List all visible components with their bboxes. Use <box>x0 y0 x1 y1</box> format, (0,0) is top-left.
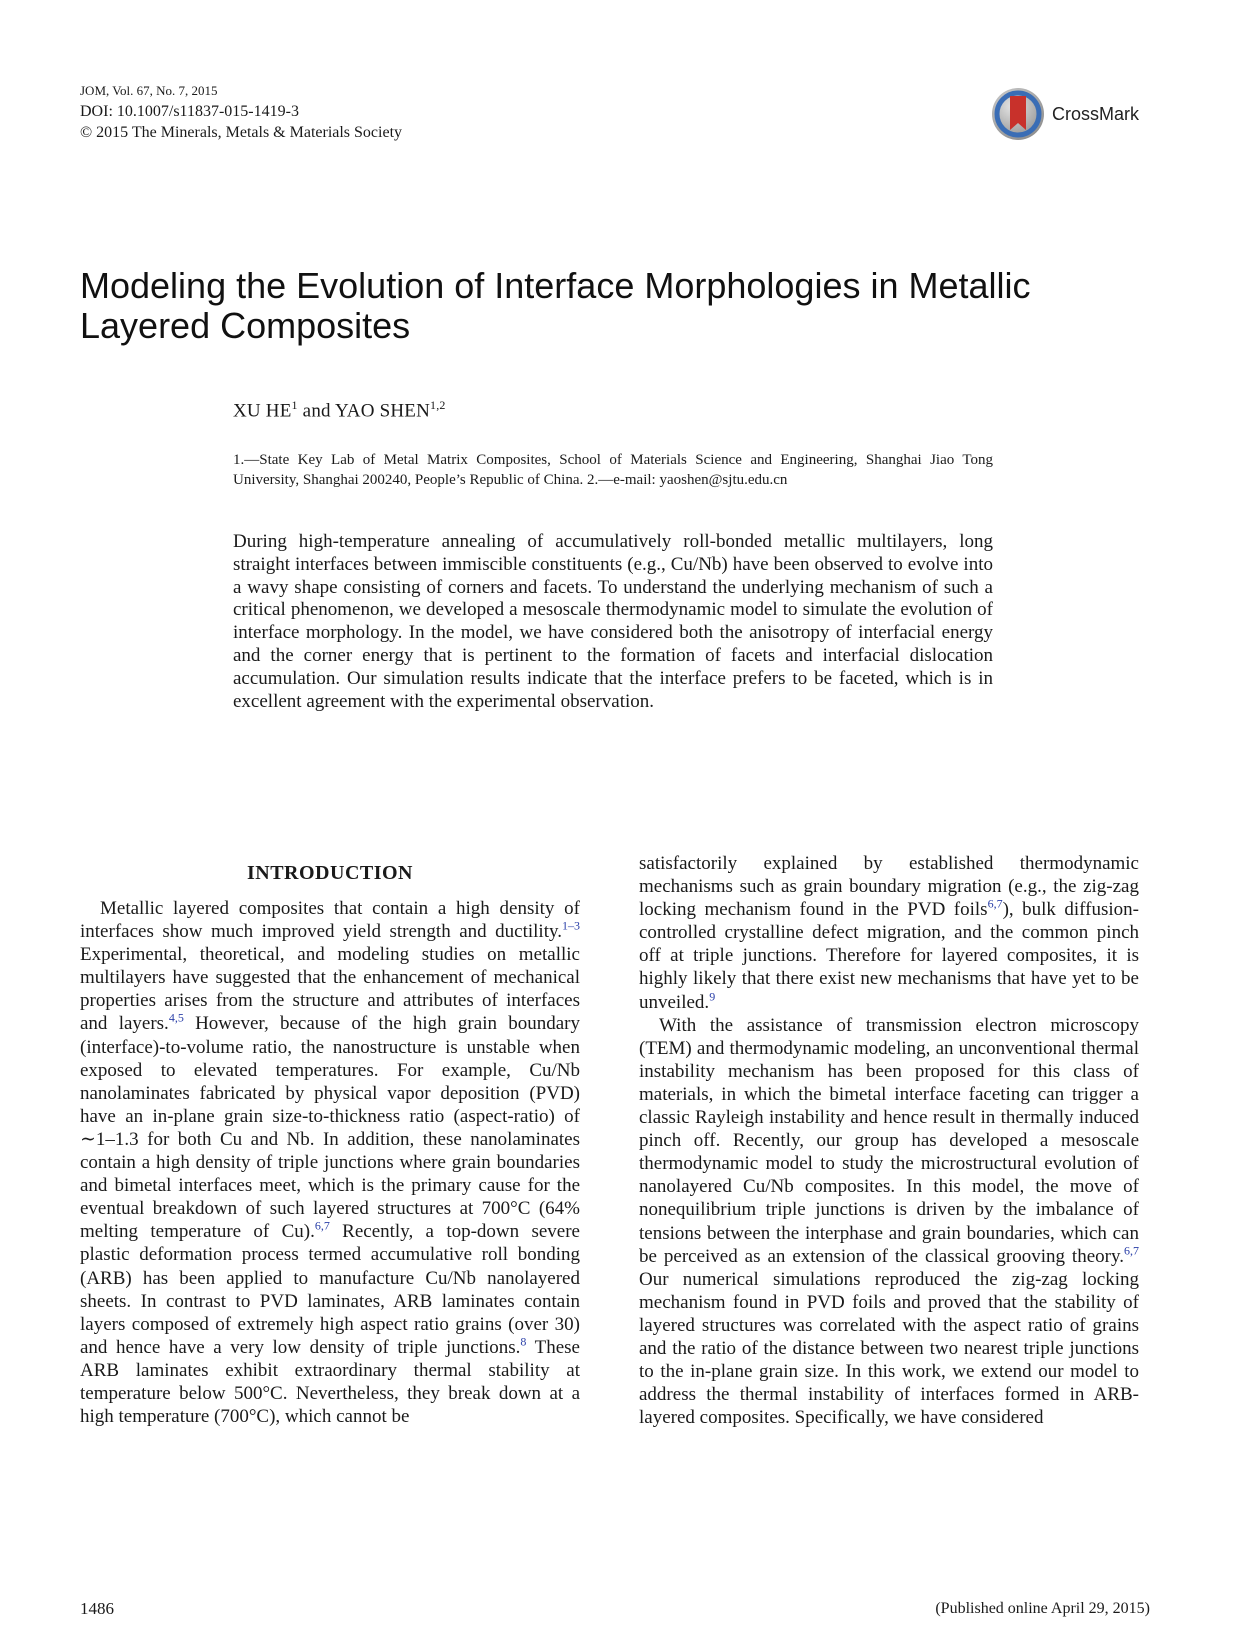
citation-link[interactable]: 9 <box>709 989 716 1004</box>
journal-volume-line: JOM, Vol. 67, No. 7, 2015 <box>80 83 218 98</box>
doi-line: DOI: 10.1007/s11837-015-1419-3 <box>80 103 299 120</box>
citation-link[interactable]: 4,5 <box>168 1011 184 1026</box>
section-heading-introduction: INTRODUCTION <box>246 862 414 884</box>
author-conjunction: and <box>297 400 335 422</box>
paragraph <box>639 852 1139 1014</box>
paragraph-text: However, because of the high grain boundary (interface)-to-volume ratio, the nanostructure is unstable when exposed to elevated temperatures. For example, Cu/Nb nanolaminates fabricated by physical vapor deposition (PVD) have an in-plane grain size-to-thickness ratio (aspect-ratio) of ∼1–1.3 for both Cu and Nb. In addition, these nanolaminates contain a high density of triple junctions where grain boundaries and bimetal interfaces meet, which is the primary cause for the eventual breakdown of such layered structures at 700°C (64% melting temperature of Cu). <box>80 1013 580 1243</box>
publication-date: (Published online April 29, 2015) <box>935 1600 1150 1617</box>
author-name: YAO SHEN <box>334 400 430 422</box>
page-number: 1486 <box>80 1599 114 1618</box>
paragraph-text: Recently, a top-down severe plastic deformation process termed accumulative roll bonding (ARB) has been applied to manufacture Cu/Nb nanolayered sheets. In contrast to PVD laminates, ARB laminates contain layers composed of extremely high aspect ratio grains (over 30) and hence have a very low density of triple junctions. <box>80 1221 580 1358</box>
paragraph-text: Metallic layered composites that contain a high density of interfaces show much improved yield strength and ductility. <box>80 898 580 943</box>
journal-meta <box>80 80 402 143</box>
crossmark-icon <box>990 86 1046 142</box>
left-column <box>80 897 580 1428</box>
citation-link[interactable]: 8 <box>520 1334 527 1349</box>
affiliation-text: 1.—State Key Lab of Metal Matrix Composites, School of Materials Science and Engineering, Shanghai Jiao Tong University, Shanghai 200240, People’s Republic of China. 2.—e-mail: yaoshen@sjtu.edu.cn <box>233 452 993 488</box>
paragraph-text: Our numerical simulations reproduced the zig-zag locking mechanism found in PVD foils and proved that the stability of layered structures was correlated with the aspect ratio of grains and the ratio of the distance between two nearest triple junctions to the in-plane grain size. In this work, we extend our model to address the thermal instability of interfaces formed in ARB-layered composites. Specifically, we have considered <box>639 1268 1139 1429</box>
citation-link[interactable]: 6,7 <box>987 896 1003 911</box>
citation-link[interactable]: 6,7 <box>314 1218 330 1233</box>
paragraph-text: With the assistance of transmission electron microscopy (TEM) and thermodynamic modeling, an unconventional thermal instability mechanism has been proposed for this class of materials, in which the bimetal interface faceting can trigger a classic Rayleigh instability and hence result in thermally induced pinch off. Recently, our group has developed a mesoscale thermodynamic model to study the microstructural evolution of nanolayered Cu/Nb composites. In this model, the move of nonequilibrium triple junctions is driven by the imbalance of tensions between the interphase and grain boundaries, which can be perceived as an extension of the classical grooving theory. <box>639 1014 1139 1267</box>
citation-link[interactable]: 6,7 <box>1124 1243 1139 1258</box>
citation-link[interactable]: 1–3 <box>562 918 580 933</box>
abstract-text: During high-temperature annealing of accumulatively roll-bonded metallic multilayers, long straight interfaces between immiscible constituents (e.g., Cu/Nb) have been observed to evolve into a wavy shape consisting of corners and facets. To understand the underlying mechanism of such a critical phenomenon, we developed a mesoscale thermodynamic model to simulate the evolution of interface morphology. In the model, we have considered both the anisotropy of interfacial energy and the corner energy that is pertinent to the formation of facets and interfacial dislocation accumulation. Our simulation results indicate that the interface prefers to be faceted, which is in excellent agreement with the experimental observation. <box>233 531 993 712</box>
right-column <box>639 852 1139 1429</box>
author-list <box>233 398 446 422</box>
paragraph-text: Experimental, theoretical, and modeling studies on metallic multilayers have suggested that the enhancement of mechanical properties arises from the structure and attributes of interfaces and layers. <box>80 944 580 1035</box>
paragraph <box>639 1014 1139 1430</box>
crossmark-badge[interactable] <box>990 84 1150 144</box>
paragraph <box>80 897 580 1428</box>
paragraph-text: ), bulk diffusion-controlled crystalline defect migration, and the common pinch off at triple junctions. Therefore for layered composites, it is highly likely that there exist new mechanisms that have yet to be unveiled. <box>639 899 1139 1013</box>
crossmark-label: CrossMark <box>1052 103 1140 124</box>
paragraph-text: satisfactorily explained by established thermodynamic mechanisms such as grain boundary migration (e.g., the zig-zag locking mechanism found in the PVD foils <box>639 853 1139 921</box>
copyright-line: © 2015 The Minerals, Metals & Materials Society <box>80 124 403 141</box>
author-affiliation-mark: 1 <box>291 398 298 412</box>
paragraph-text: These ARB laminates exhibit extraordinary thermal stability at temperature below 500°C. Nevertheless, they break down at a high temperature (700°C), which cannot be <box>80 1336 580 1428</box>
author-affiliation-mark: 1,2 <box>430 398 446 412</box>
author-name: XU HE <box>233 400 292 422</box>
article-title: Modeling the Evolution of Interface Morphologies in Metallic Layered Composites <box>80 265 1031 346</box>
